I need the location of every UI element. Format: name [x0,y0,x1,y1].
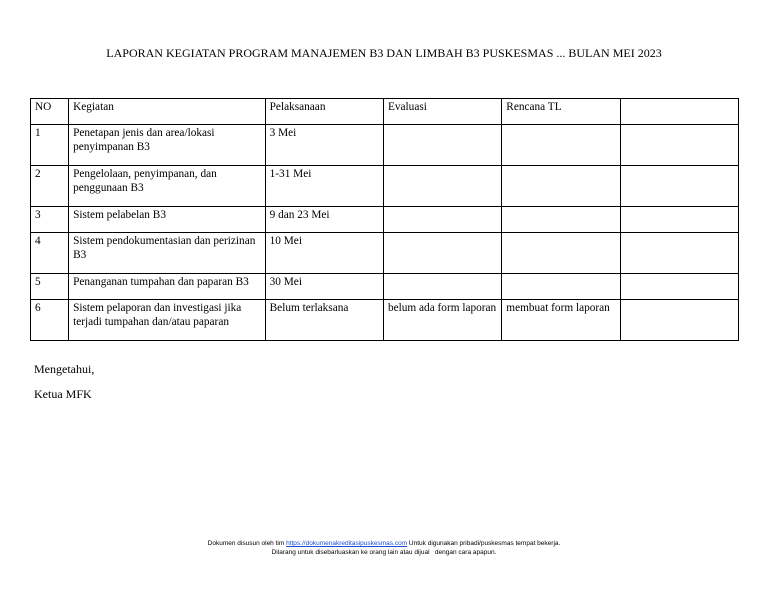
cell-no: 4 [31,233,69,274]
cell-no: 1 [31,125,69,166]
cell-rencana-tl [502,207,620,233]
table-header-row [31,99,739,125]
cell-pelaksanaan: 10 Mei [265,233,383,274]
footer-link[interactable]: https://dokumenakreditasipuskesmas.com [286,540,408,547]
cell-evaluasi [383,166,501,207]
table-row [31,166,739,207]
footer-prefix: Dokumen disusun oleh tim [207,540,287,547]
header-evaluasi: Evaluasi [383,99,501,125]
acknowledge-label: Mengetahui, [34,362,95,376]
cell-kegiatan: Pengelolaan, penyimpanan, dan penggunaan B3 [69,166,266,207]
cell-evaluasi [383,125,501,166]
cell-rencana-tl [502,166,620,207]
header-pelaksanaan: Pelaksanaan [265,99,383,125]
cell-extra [620,207,738,233]
cell-extra [620,125,738,166]
cell-kegiatan: Penetapan jenis dan area/lokasi penyimpanan B3 [69,125,266,166]
cell-kegiatan: Sistem pendokumentasian dan perizinan B3 [69,233,266,274]
cell-kegiatan: Penanganan tumpahan dan paparan B3 [69,274,266,300]
cell-rencana-tl [502,233,620,274]
cell-no: 3 [31,207,69,233]
cell-kegiatan: Sistem pelaporan dan investigasi jika terjadi tumpahan dan/atau paparan [69,300,266,341]
cell-extra [620,300,738,341]
document-title: LAPORAN KEGIATAN PROGRAM MANAJEMEN B3 DAN LIMBAH B3 PUSKESMAS ... BULAN MEI 2023 [106,46,662,60]
header-no: NO [31,99,69,125]
header-extra [620,99,738,125]
cell-evaluasi [383,207,501,233]
cell-extra [620,233,738,274]
cell-pelaksanaan: 30 Mei [265,274,383,300]
header-rencana-tl: Rencana TL [502,99,620,125]
cell-extra [620,274,738,300]
cell-pelaksanaan: 3 Mei [265,125,383,166]
cell-evaluasi [383,274,501,300]
cell-evaluasi [383,233,501,274]
cell-rencana-tl [502,125,620,166]
table-row [31,274,739,300]
cell-rencana-tl [502,274,620,300]
footer-note [0,539,768,548]
header-kegiatan: Kegiatan [69,99,266,125]
table-row [31,233,739,274]
cell-no: 6 [31,300,69,341]
table-row [31,125,739,166]
cell-pelaksanaan: 9 dan 23 Mei [265,207,383,233]
cell-no: 2 [31,166,69,207]
signatory-role: Ketua MFK [34,387,92,401]
footer-disclaimer: Dilarang untuk disebarluaskan ke orang lain atau dijual dengan cara apapun. [271,549,497,556]
cell-pelaksanaan: 1-31 Mei [265,166,383,207]
table-row [31,207,739,233]
report-table [30,98,739,341]
cell-pelaksanaan: Belum terlaksana [265,300,383,341]
cell-rencana-tl: membuat form laporan [502,300,620,341]
footer-suffix: Untuk digunakan pribadi/puskesmas tempat bekerja. [407,540,561,547]
cell-extra [620,166,738,207]
cell-evaluasi: belum ada form laporan [383,300,501,341]
cell-kegiatan: Sistem pelabelan B3 [69,207,266,233]
cell-no: 5 [31,274,69,300]
table-row [31,300,739,341]
